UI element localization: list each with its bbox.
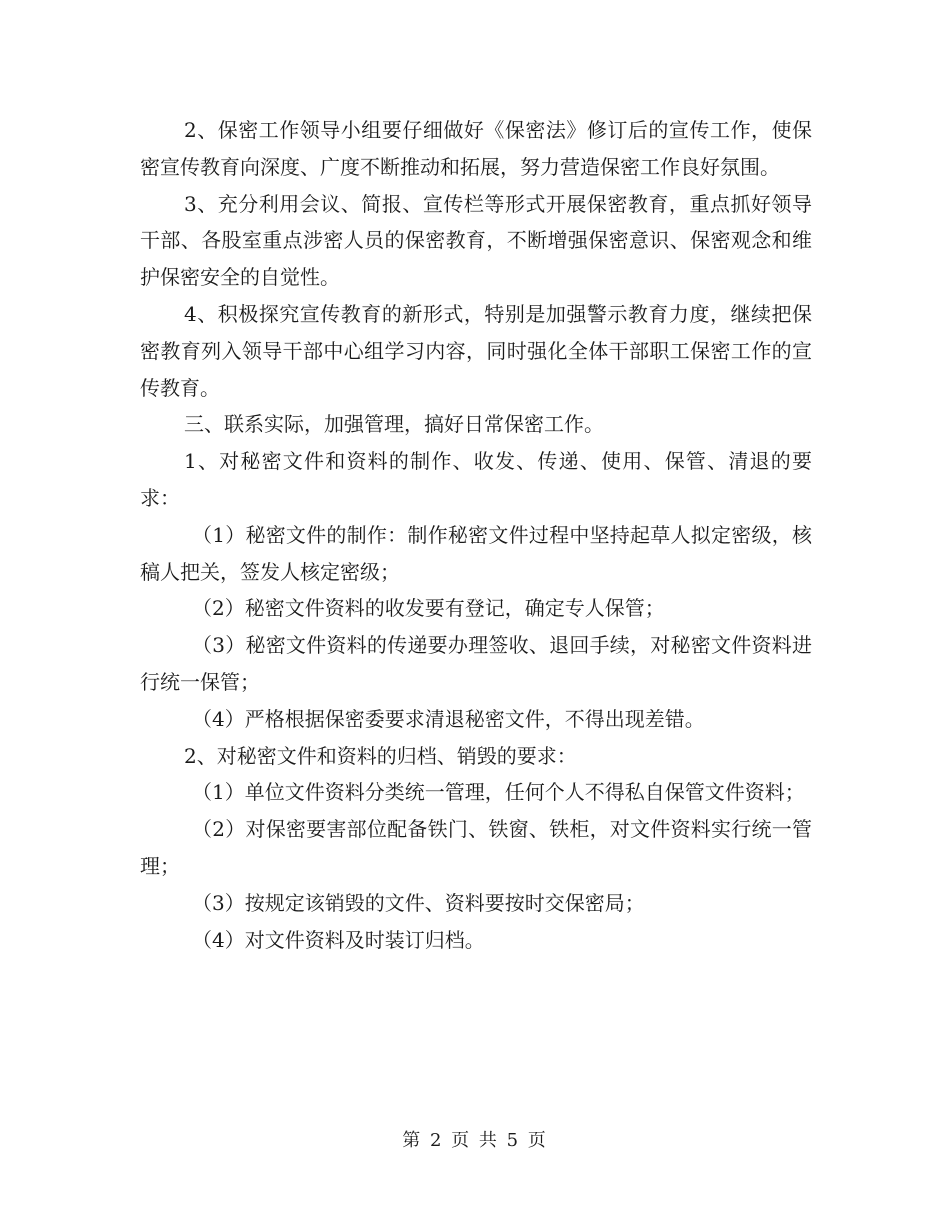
list-item: （1）单位文件资料分类统一管理，任何个人不得私自保管文件资料； bbox=[192, 780, 805, 805]
paragraph: 2、保密工作领导小组要仔细做好《保密法》修订后的宣传工作，使保密宣传教育向深度、广度不断推动和拓展，努力营造保密工作良好氛围。 bbox=[140, 118, 812, 179]
paragraph: 3、充分利用会议、简报、宣传栏等形式开展保密教育，重点抓好领导干部、各股室重点涉密人员的保密教育，不断增强保密意识、保密观念和维护保密安全的自觉性。 bbox=[140, 191, 812, 290]
document-body bbox=[140, 112, 812, 958]
paragraph: 1、对秘密文件和资料的制作、收发、传递、使用、保管、清退的要求： bbox=[140, 449, 812, 510]
paragraph: 4、积极探究宣传教育的新形式，特别是加强警示教育力度，继续把保密教育列入领导干部中心组学习内容，同时强化全体干部职工保密工作的宣传教育。 bbox=[140, 301, 812, 400]
list-item: （2）对保密要害部位配备铁门、铁窗、铁柜，对文件资料实行统一管理； bbox=[140, 817, 812, 878]
section-heading: 三、联系实际，加强管理，搞好日常保密工作。 bbox=[184, 412, 604, 437]
list-item: （1）秘密文件的制作：制作秘密文件过程中坚持起草人拟定密级，核稿人把关，签发人核定密级； bbox=[140, 522, 812, 584]
list-item: （3）按规定该销毁的文件、资料要按时交保密局； bbox=[192, 890, 645, 915]
list-item: （4）对文件资料及时装订归档。 bbox=[192, 927, 485, 952]
list-item: （2）秘密文件资料的收发要有登记，确定专人保管； bbox=[192, 596, 665, 621]
paragraph: 2、对秘密文件和资料的归档、销毁的要求： bbox=[184, 743, 577, 768]
list-item: （3）秘密文件资料的传递要办理签收、退回手续，对秘密文件资料进行统一保管； bbox=[140, 633, 812, 694]
page-footer: 第 2 页 共 5 页 bbox=[402, 1130, 548, 1151]
list-item: （4）严格根据保密委要求清退秘密文件，不得出现差错。 bbox=[192, 706, 705, 731]
